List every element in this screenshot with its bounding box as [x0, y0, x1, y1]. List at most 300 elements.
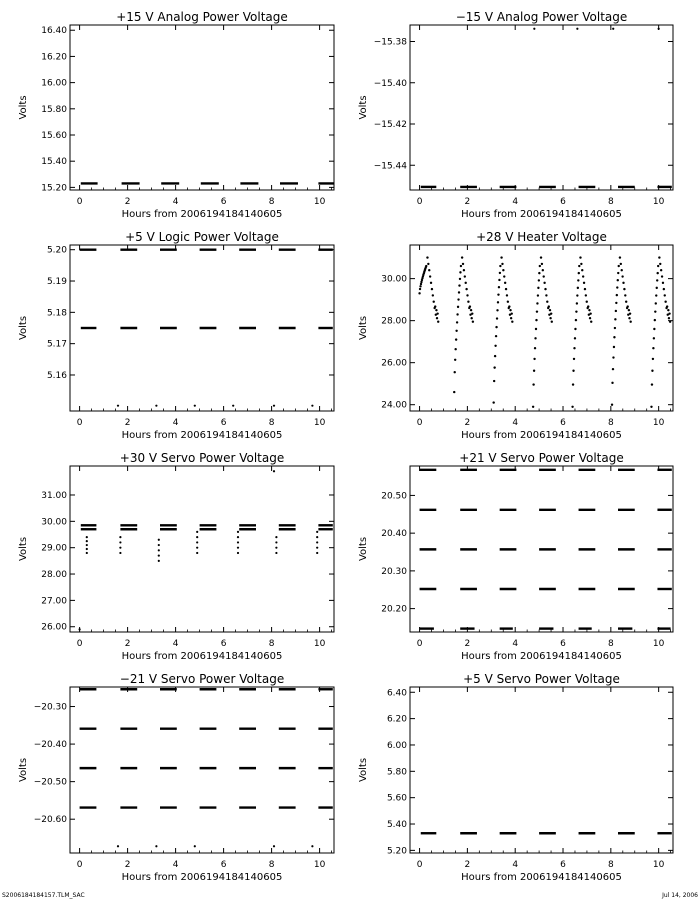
chart-7: [18, 672, 334, 883]
chart-4-data-point: [583, 282, 585, 284]
chart-6-ytick-label: 20.20: [381, 604, 407, 615]
chart-4-data-point: [461, 256, 463, 258]
chart-4-data-point: [653, 337, 655, 339]
chart-8-ytick-label: 5.60: [386, 793, 407, 804]
chart-5-data-point: [158, 554, 160, 556]
chart-4-data-point: [669, 320, 671, 322]
chart-2-ytick-label: −15.40: [373, 78, 407, 89]
chart-4-xtick-label: 4: [512, 418, 519, 428]
chart-3-xtick-label: 4: [172, 418, 179, 428]
chart-2-xtick-label: 4: [512, 197, 519, 207]
chart-4-data-point: [611, 403, 613, 405]
chart-4-data-point: [612, 368, 614, 370]
chart-4-data-point: [628, 317, 630, 319]
chart-4-data-point: [578, 265, 580, 267]
chart-4-data-point: [495, 326, 497, 328]
chart-4-data-point: [613, 346, 615, 348]
chart-4-data-point: [651, 383, 653, 385]
chart-4-data-point: [435, 309, 437, 311]
chart-4-data-point: [494, 355, 496, 357]
chart-4-data-point: [573, 358, 575, 360]
chart-2-data-point: [612, 28, 614, 30]
chart-4-data-point: [470, 309, 472, 311]
chart-4-data-point: [661, 275, 663, 277]
chart-4-data-point: [588, 309, 590, 311]
chart-4-data-point: [629, 320, 631, 322]
chart-2-xtick-label: 2: [464, 197, 471, 207]
chart-2: [358, 10, 673, 220]
chart-4-data-point: [540, 256, 542, 258]
chart-4-data-point: [498, 279, 500, 281]
chart-4-data-point: [663, 288, 665, 290]
chart-1-title: +15 V Analog Power Voltage: [116, 10, 288, 24]
chart-5-data-point: [119, 541, 121, 543]
chart-4-data-point: [577, 279, 579, 281]
chart-8-xtick-label: 6: [560, 860, 566, 870]
chart-4-data-point: [621, 275, 623, 277]
chart-6-ylabel: Volts: [358, 536, 369, 562]
chart-5-data-point: [196, 536, 198, 538]
chart-4-data-point: [462, 263, 464, 265]
chart-1-ytick-label: 16.40: [41, 26, 67, 37]
chart-5-data-point: [237, 531, 239, 533]
chart-6-xlabel: Hours from 2006194184140605: [461, 651, 622, 662]
chart-8-ytick-label: 6.00: [386, 740, 407, 751]
chart-5-data-point: [158, 539, 160, 541]
chart-7-frame: [70, 687, 334, 853]
chart-3-ytick-label: 5.20: [46, 245, 67, 256]
chart-4-data-point: [613, 336, 615, 338]
chart-4-data-point: [456, 321, 458, 323]
chart-4-data-point: [587, 305, 589, 307]
chart-4-data-point: [459, 271, 461, 273]
chart-5-xlabel: Hours from 2006194184140605: [121, 651, 283, 662]
chart-4-data-point: [626, 305, 628, 307]
chart-4-data-point: [584, 288, 586, 290]
chart-5-data-point: [316, 536, 318, 538]
chart-5-data-point: [316, 541, 318, 543]
chart-2-xtick-label: 10: [652, 197, 665, 207]
chart-3-xtick-label: 2: [124, 418, 131, 428]
chart-7-xlabel: Hours from 2006194184140605: [121, 872, 283, 883]
chart-7-title: −21 V Servo Power Voltage: [119, 672, 285, 686]
chart-8-ylabel: Volts: [358, 757, 369, 783]
chart-4-data-point: [656, 279, 658, 281]
chart-4-data-point: [549, 317, 551, 319]
chart-4-data-point: [460, 265, 462, 267]
chart-4-data-point: [539, 265, 541, 267]
chart-4-ytick-label: 30.00: [381, 274, 407, 285]
chart-5-data-point: [273, 470, 275, 472]
chart-5-data-point: [119, 536, 121, 538]
chart-4-ylabel: Volts: [358, 315, 369, 341]
chart-1-xtick-label: 10: [313, 197, 326, 207]
chart-4-data-point: [535, 328, 537, 330]
chart-4-data-point: [666, 305, 668, 307]
chart-7-xtick-label: 10: [313, 860, 326, 870]
chart-4-data-point: [454, 359, 456, 361]
chart-2-ytick-label: −15.44: [373, 161, 407, 172]
chart-4-data-point: [457, 298, 459, 300]
chart-1-frame: [70, 25, 334, 190]
chart-7-data-point: [155, 845, 157, 847]
chart-4-data-point: [436, 317, 438, 319]
chart-4-data-point: [459, 278, 461, 280]
chart-7-ylabel: Volts: [18, 757, 29, 783]
chart-5-data-point: [275, 552, 277, 554]
chart-4-data-point: [572, 370, 574, 372]
chart-7-data-point: [311, 845, 313, 847]
chart-5-xtick-label: 10: [313, 639, 326, 649]
chart-8-xtick-label: 10: [652, 860, 665, 870]
chart-4-data-point: [619, 256, 621, 258]
chart-4-xtick-label: 6: [560, 418, 566, 428]
chart-2-ytick-label: −15.42: [373, 120, 407, 130]
chart-6-xtick-label: 8: [607, 639, 614, 649]
chart-5: [18, 451, 334, 662]
chart-4-data-point: [629, 312, 631, 314]
chart-1-ytick-label: 15.60: [41, 131, 67, 141]
chart-4-data-point: [617, 279, 619, 281]
chart-4-data-point: [532, 406, 534, 408]
chart-2-data: [421, 28, 672, 187]
chart-4-data-point: [611, 382, 613, 384]
chart-4-data-point: [543, 275, 545, 277]
chart-4-data-point: [497, 293, 499, 295]
chart-6-xtick-label: 0: [416, 639, 423, 649]
chart-1-ytick-label: 15.40: [41, 157, 67, 168]
chart-4-data-point: [533, 370, 535, 372]
chart-4-data-point: [575, 310, 577, 312]
chart-2-xlabel: Hours from 2006194184140605: [461, 209, 622, 220]
chart-4-data-point: [418, 292, 420, 294]
chart-5-data-point: [237, 541, 239, 543]
chart-5-ytick-label: 26.00: [41, 622, 67, 633]
chart-3-xlabel: Hours from 2006194184140605: [121, 430, 283, 441]
chart-4-data-point: [511, 312, 513, 314]
chart-8-ytick-label: 5.20: [386, 846, 407, 857]
chart-4-data-point: [615, 310, 617, 312]
chart-1-xtick-label: 0: [76, 197, 83, 207]
chart-4-data-point: [432, 294, 434, 296]
chart-4-data-point: [498, 286, 500, 288]
chart-4-data-point: [654, 319, 656, 321]
chart-4-title: +28 V Heater Voltage: [476, 230, 607, 244]
chart-4-data-point: [535, 319, 537, 321]
chart-4-data-point: [614, 318, 616, 320]
chart-7-data-point: [194, 845, 196, 847]
chart-4-data-point: [505, 288, 507, 290]
chart-4-data-point: [658, 256, 660, 258]
chart-4-data-point: [419, 285, 421, 287]
chart-8-xlabel: Hours from 2006194184140605: [461, 872, 622, 883]
chart-4-data-point: [466, 294, 468, 296]
chart-2-ytick-label: −15.38: [373, 37, 407, 48]
chart-4-data-point: [457, 306, 459, 308]
chart-4-data-point: [668, 317, 670, 319]
chart-3-xtick-label: 8: [268, 418, 275, 428]
chart-5-data-point: [86, 536, 88, 538]
chart-4-data-point: [538, 272, 540, 274]
chart-1-ylabel: Volts: [18, 95, 29, 120]
chart-3-ytick-label: 5.17: [46, 339, 67, 350]
chart-5-data-point: [196, 531, 198, 533]
chart-4-ytick-label: 28.00: [381, 316, 407, 327]
chart-4-data-point: [662, 282, 664, 284]
chart-7-xtick-label: 2: [124, 860, 131, 870]
chart-4-data-point: [620, 263, 622, 265]
chart-4-data-point: [664, 301, 666, 303]
chart-5-data-point: [119, 547, 121, 549]
chart-5-data-point: [86, 548, 88, 550]
chart-4-data-point: [434, 305, 436, 307]
chart-4-frame: [410, 245, 673, 411]
chart-5-data-point: [316, 552, 318, 554]
chart-2-frame: [410, 25, 673, 190]
chart-4-data-point: [420, 283, 422, 285]
chart-4-data-point: [455, 338, 457, 340]
chart-2-data-point: [576, 28, 578, 30]
chart-8-xtick-label: 2: [464, 860, 471, 870]
chart-1: [18, 10, 334, 220]
chart-5-ylabel: Volts: [18, 536, 29, 562]
chart-4-data-point: [586, 301, 588, 303]
chart-4-data-point: [650, 406, 652, 408]
chart-4-data-point: [463, 269, 465, 271]
chart-5-data-point: [237, 552, 239, 554]
chart-4-data-point: [428, 269, 430, 271]
chart-5-data-point: [79, 628, 81, 630]
chart-4-data-point: [458, 291, 460, 293]
chart-4-data-point: [454, 371, 456, 373]
chart-5-data-point: [158, 549, 160, 551]
chart-4-data-point: [618, 265, 620, 267]
chart-5-xtick-label: 0: [76, 639, 83, 649]
chart-4-data-point: [534, 347, 536, 349]
chart-4-data-point: [453, 391, 455, 393]
chart-4-data-point: [582, 275, 584, 277]
chart-4-data-point: [456, 313, 458, 315]
chart-3-ytick-label: 5.19: [46, 277, 67, 288]
chart-4-data-point: [536, 310, 538, 312]
chart-1-xtick-label: 4: [172, 197, 179, 207]
chart-4-data-point: [503, 275, 505, 277]
chart-1-xtick-label: 2: [124, 197, 131, 207]
chart-5-data-point: [86, 544, 88, 546]
chart-8: [358, 672, 673, 883]
chart-4-data-point: [470, 317, 472, 319]
chart-4-data-point: [625, 301, 627, 303]
chart-5-data-point: [158, 544, 160, 546]
chart-4: [358, 230, 673, 441]
chart-4-data-point: [506, 294, 508, 296]
chart-2-data-point: [658, 28, 660, 30]
chart-4-data-point: [541, 263, 543, 265]
chart-4-data-point: [504, 282, 506, 284]
chart-4-data-point: [536, 302, 538, 304]
chart-1-ytick-label: 15.80: [41, 104, 67, 115]
chart-4-data-point: [549, 309, 551, 311]
chart-2-xtick-label: 0: [416, 197, 423, 207]
chart-4-data-point: [581, 269, 583, 271]
chart-4-data-point: [576, 294, 578, 296]
chart-4-xtick-label: 0: [416, 418, 423, 428]
footer-date: Jul 14, 2006: [662, 892, 698, 899]
chart-4-data-point: [656, 287, 658, 289]
chart-4-data-point: [433, 301, 435, 303]
chart-6-data: [420, 470, 672, 629]
chart-5-xtick-label: 4: [172, 639, 179, 649]
chart-2-data-point: [533, 28, 535, 30]
chart-2-ylabel: Volts: [358, 95, 369, 120]
chart-8-ytick-label: 6.40: [386, 688, 407, 699]
chart-4-data-point: [621, 269, 623, 271]
chart-4-data-point: [467, 301, 469, 303]
chart-4-data-point: [426, 256, 428, 258]
chart-4-data-point: [493, 366, 495, 368]
chart-5-data-point: [275, 547, 277, 549]
chart-4-data-point: [431, 288, 433, 290]
chart-4-data-point: [616, 286, 618, 288]
chart-8-xtick-label: 8: [607, 860, 614, 870]
chart-5-data-point: [237, 547, 239, 549]
chart-4-data-point: [585, 294, 587, 296]
chart-4-data-point: [499, 265, 501, 267]
chart-8-ytick-label: 5.80: [386, 767, 407, 778]
chart-6-xtick-label: 6: [560, 639, 566, 649]
chart-4-data-point: [492, 401, 494, 403]
chart-5-ytick-label: 29.00: [41, 543, 67, 554]
chart-4-data: [418, 256, 671, 408]
chart-4-data-point: [454, 348, 456, 350]
chart-4-data-point: [507, 301, 509, 303]
chart-3-data-point: [194, 405, 196, 407]
chart-4-data-point: [464, 275, 466, 277]
chart-4-data-point: [465, 282, 467, 284]
chart-3-xtick-label: 10: [313, 418, 326, 428]
chart-4-data-point: [589, 312, 591, 314]
chart-4-xtick-label: 10: [652, 418, 665, 428]
chart-4-data-point: [548, 305, 550, 307]
chart-3-data-point: [311, 405, 313, 407]
chart-8-title: +5 V Servo Power Voltage: [463, 672, 620, 686]
chart-4-data-point: [575, 319, 577, 321]
chart-4-data-point: [471, 312, 473, 314]
chart-7-data-point: [273, 845, 275, 847]
chart-7-xtick-label: 6: [220, 860, 227, 870]
chart-3-ytick-label: 5.16: [46, 370, 67, 381]
chart-1-xlabel: Hours from 2006194184140605: [121, 209, 283, 220]
chart-6-title: +21 V Servo Power Voltage: [459, 451, 624, 465]
chart-4-data-point: [574, 337, 576, 339]
chart-4-data-point: [580, 263, 582, 265]
chart-4-data-point: [508, 305, 510, 307]
chart-8-xtick-label: 4: [512, 860, 519, 870]
chart-4-data-point: [496, 309, 498, 311]
chart-7-xtick-label: 4: [172, 860, 179, 870]
chart-4-data-point: [651, 370, 653, 372]
chart-5-ytick-label: 31.00: [41, 490, 67, 501]
chart-4-data-point: [659, 263, 661, 265]
chart-4-data-point: [654, 310, 656, 312]
chart-5-data-point: [196, 552, 198, 554]
chart-1-xtick-label: 8: [268, 197, 275, 207]
chart-4-data-point: [495, 335, 497, 337]
chart-1-xtick-label: 6: [220, 197, 227, 207]
chart-4-xlabel: Hours from 2006194184140605: [461, 430, 622, 441]
chart-4-data-point: [419, 288, 421, 290]
chart-4-data-point: [494, 345, 496, 347]
chart-3-xtick-label: 0: [76, 418, 83, 428]
chart-4-data-point: [465, 288, 467, 290]
chart-4-data-point: [578, 272, 580, 274]
chart-5-frame: [70, 466, 334, 632]
chart-3-data-point: [273, 405, 275, 407]
chart-4-data-point: [551, 320, 553, 322]
chart-4-data-point: [655, 294, 657, 296]
chart-6-ytick-label: 20.30: [381, 566, 407, 577]
chart-4-data-point: [500, 256, 502, 258]
chart-6-ytick-label: 20.50: [381, 491, 407, 502]
chart-4-data-point: [667, 309, 669, 311]
chart-5-ytick-label: 28.00: [41, 570, 67, 581]
chart-4-data-point: [532, 383, 534, 385]
chart-2-xtick-label: 8: [607, 197, 614, 207]
chart-1-ytick-label: 16.00: [41, 78, 67, 89]
chart-5-data-point: [86, 552, 88, 554]
chart-4-data-point: [574, 328, 576, 330]
chart-3-ytick-label: 5.18: [46, 308, 67, 319]
chart-7-data: [80, 689, 333, 847]
chart-4-xtick-label: 2: [464, 418, 471, 428]
chart-5-data-point: [196, 541, 198, 543]
chart-3: [18, 230, 334, 441]
chart-4-data-point: [614, 327, 616, 329]
chart-8-ytick-label: 5.40: [386, 820, 407, 831]
chart-4-data-point: [511, 320, 513, 322]
chart-4-data-point: [589, 317, 591, 319]
chart-5-xtick-label: 8: [268, 639, 275, 649]
chart-4-data-point: [577, 287, 579, 289]
chart-4-data-point: [469, 305, 471, 307]
chart-4-data-point: [657, 265, 659, 267]
chart-4-ytick-label: 26.00: [381, 358, 407, 369]
chart-4-data-point: [472, 320, 474, 322]
chart-3-data-point: [232, 405, 234, 407]
chart-4-data-point: [537, 287, 539, 289]
chart-4-data-point: [623, 288, 625, 290]
chart-4-data-point: [652, 358, 654, 360]
chart-4-data-point: [509, 309, 511, 311]
chart-6-ytick-label: 20.40: [381, 529, 407, 540]
chart-4-data-point: [499, 272, 501, 274]
chart-4-data-point: [436, 312, 438, 314]
chart-4-data-point: [576, 302, 578, 304]
chart-3-data-point: [155, 405, 157, 407]
chart-4-data-point: [455, 330, 457, 332]
chart-5-data-point: [316, 547, 318, 549]
chart-3-data: [80, 250, 333, 407]
chart-4-data-point: [572, 383, 574, 385]
chart-4-data-point: [501, 263, 503, 265]
chart-2-title: −15 V Analog Power Voltage: [455, 10, 628, 24]
chart-4-data-point: [427, 263, 429, 265]
chart-3-title: +5 V Logic Power Voltage: [125, 230, 279, 244]
chart-7-xtick-label: 0: [76, 860, 83, 870]
chart-4-data-point: [616, 294, 618, 296]
chart-4-data-point: [429, 275, 431, 277]
chart-4-data-point: [545, 294, 547, 296]
